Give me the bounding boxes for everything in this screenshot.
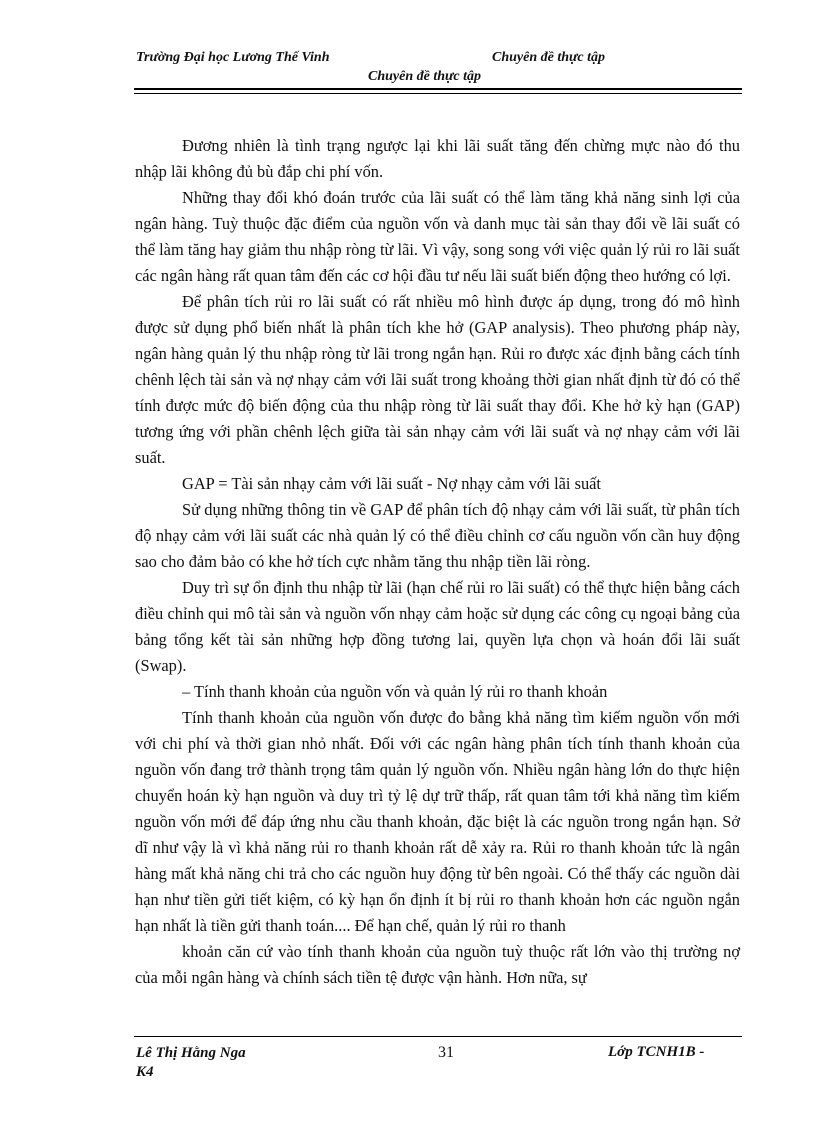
section-bullet: – Tính thanh khoản của nguồn vốn và quản lý rủi ro thanh khoản: [182, 682, 608, 701]
footer-author-suffix: K4: [136, 1064, 154, 1080]
paragraph: Những thay đổi khó đoán trước của lãi suất có thể làm tăng khả năng sinh lợi của ngân hàng. Tuỳ thuộc đặc điểm của nguồn vốn và danh mục tài sản thay đổi về lãi suất có thể làm tăng hay giảm thu nhập ròng từ lãi. Vì vậy, song song với việc quản lý rủi ro lãi suất các ngân hàng rất quan tâm đến các cơ hội đầu tư nếu lãi suất biến động theo hướng có lợi.: [135, 188, 740, 285]
footer-author-block: [136, 1044, 246, 1082]
page-number: 31: [438, 1044, 454, 1061]
paragraph: Duy trì sự ổn định thu nhập từ lãi (hạn chế rủi ro lãi suất) có thể thực hiện bằng cách điều chỉnh qui mô tài sản và nguồn vốn nhạy cảm hoặc sử dụng các công cụ ngoại bảng của bảng tổng kết tài sản những hợp đồng tương lai, quyền lựa chọn và hoán đổi lãi suất (Swap).: [135, 578, 740, 675]
paragraph: Tính thanh khoản của nguồn vốn được đo bằng khả năng tìm kiếm nguồn vốn mới với chi phí và thời gian nhỏ nhất. Đối với các ngân hàng phân tích tính thanh khoản của nguồn vốn đang trở thành trọng tâm quản lý nguồn vốn. Nhiều ngân hàng lớn do thực hiện chuyển hoán kỳ hạn nguồn và duy trì tỷ lệ dự trữ thấp, rất quan tâm tới khả năng tìm kiếm nguồn vốn mới để đáp ứng nhu cầu thanh khoản, đặc biệt là các nguồn trong ngắn hạn. Sở dĩ như vậy là vì khả năng rủi ro thanh khoản rất dễ xảy ra. Rủi ro thanh khoản tức là ngân hàng mất khả năng chi trả cho các nguồn huy động từ bên ngoài. Có thể thấy các nguồn dài hạn như tiền gửi tiết kiệm, có kỳ hạn ổn định ít bị rủi ro thanh khoản hơn các nguồn ngắn hạn nhất là tiền gửi thanh toán.... Để hạn chế, quản lý rủi ro thanh: [135, 708, 740, 935]
header-rule: [134, 88, 742, 94]
header-topic-center: Chuyên đề thực tập: [368, 69, 482, 84]
paragraph: Đương nhiên là tình trạng ngược lại khi lãi suất tăng đến chừng mực nào đó thu nhập lãi không đủ bù đắp chi phí vốn.: [135, 136, 740, 181]
header-topic-right: Chuyên đề thực tập: [492, 50, 606, 65]
footer-rule: [134, 1036, 742, 1037]
paragraph: Để phân tích rủi ro lãi suất có rất nhiều mô hình được áp dụng, trong đó mô hình được sử dụng phổ biến nhất là phân tích khe hở (GAP analysis). Theo phương pháp này, ngân hàng quản lý thu nhập ròng từ lãi trong ngắn hạn. Rủi ro được xác định bằng cách tính chênh lệch tài sản và nợ nhạy cảm với lãi suất trong khoảng thời gian nhất định từ đó có thể tính được mức độ biến động của thu nhập ròng từ lãi suất thay đổi. Khe hở kỳ hạn (GAP) tương ứng với phần chênh lệch giữa tài sản nhạy cảm với lãi suất và nợ nhạy cảm với lãi suất.: [135, 292, 740, 467]
page-header: [136, 48, 740, 88]
header-school-name: Trường Đại học Lương Thế Vinh: [136, 50, 330, 65]
footer-class: Lớp TCNH1B -: [608, 1044, 705, 1060]
gap-formula: GAP = Tài sản nhạy cảm với lãi suất - Nợ nhạy cảm với lãi suất: [182, 474, 601, 493]
paragraph: khoản căn cứ vào tính thanh khoản của nguồn tuỳ thuộc rất lớn vào thị trường nợ của mỗi ngân hàng và chính sách tiền tệ được vận hành. Hơn nữa, sự: [135, 942, 740, 987]
footer-author: Lê Thị Hằng Nga: [136, 1045, 246, 1061]
page-body: [135, 133, 740, 991]
page-footer: [136, 1040, 740, 1080]
paragraph: Sử dụng những thông tin về GAP để phân tích độ nhạy cảm với lãi suất, từ phân tích độ nhạy cảm với lãi suất các nhà quản lý có thể điều chỉnh cơ cấu nguồn vốn cần huy động sao cho đảm bảo có khe hở tích cực nhằm tăng thu nhập tiền lãi ròng.: [135, 500, 740, 571]
